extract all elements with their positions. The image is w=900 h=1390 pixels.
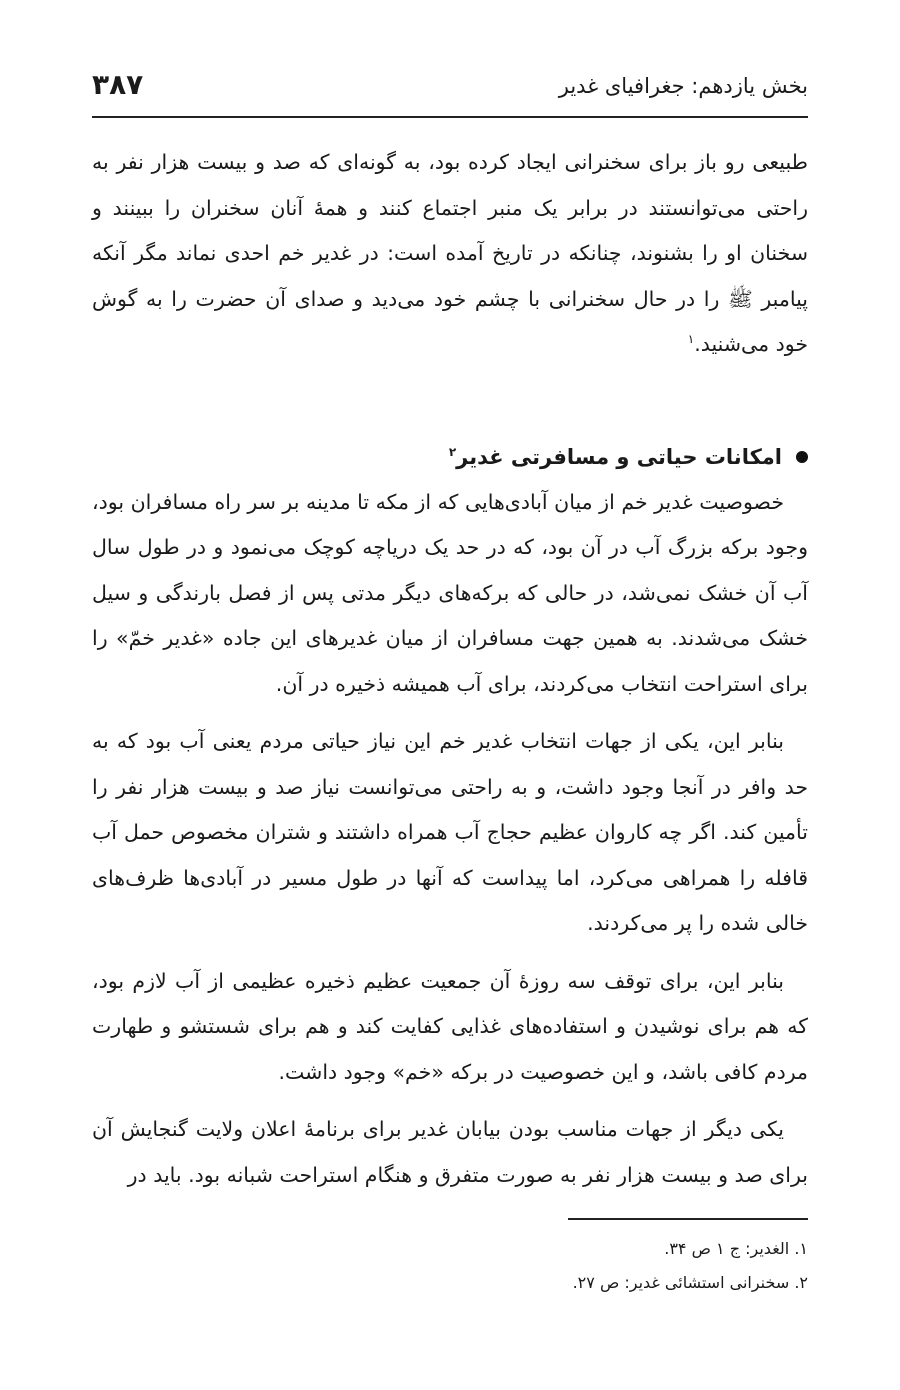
footnote-rule <box>568 1218 808 1220</box>
header-rule <box>92 116 808 118</box>
page-body <box>92 140 808 1198</box>
footnotes <box>92 1232 808 1300</box>
bullet-icon <box>796 451 808 463</box>
paragraph-1-text: طبیعی رو باز برای سخنرانی ایجاد کرده بود، به گونه‌ای که صد و بیست هزار نفر به راحتی می‌توانستند در برابر یک منبر اجتماع کنند و همهٔ آنان سخنران را ببینند و سخنان او را بشنوند، چنانکه در تاریخ آمده است: در غدیر خم احدی نماند مگر آنکه پیامبر ﷺ را در حال سخنرانی با چشم خود می‌دید و صدای آن حضرت را به گوش خود می‌شنید. <box>92 150 808 356</box>
paragraph-2: خصوصیت غدیر خم از میان آبادی‌هایی که از مکه تا مدینه بر سر راه مسافران بود، وجود برکه بزرگ آب در آن بود، که در حد یک دریاچه کوچک می‌نمود و در طول سال آب آن خشک نمی‌شد، در حالی که برکه‌های دیگر مدتی پس از فصل بارندگی و سیل خشک می‌شدند. به همین جهت مسافران از میان غدیرهای این جاده «غدیر خمّ» را برای استراحت انتخاب می‌کردند، برای آب همیشه ذخیره در آن. <box>92 489 808 696</box>
paragraph-3: بنابر این، یکی از جهات انتخاب غدیر خم این نیاز حیاتی مردم یعنی آب بود که به حد وافر در آنجا وجود داشت، و به راحتی می‌توانست نیاز صد و بیست هزار نفر را تأمین کند. اگر چه کاروان عظیم حجاج آب همراه داشتند و شتران مخصوص حمل آب قافله را همراهی می‌کرد، اما پیداست که آنها در طول مسیر در آبادی‌ها ظرف‌های خالی شده را پر می‌کردند. <box>92 729 808 935</box>
section-heading <box>92 434 808 480</box>
footnote-2: ۲. سخنرانی استشائی غدیر: ص ۲۷. <box>572 1273 808 1292</box>
section-heading-text: امکانات حیاتی و مسافرتی غدیر <box>456 444 782 469</box>
footnote-ref-1: ۱ <box>687 332 695 347</box>
page-header <box>92 62 808 118</box>
page-number: ۳۸۷ <box>92 68 144 101</box>
chapter-title: بخش یازدهم: جغرافیای غدیر <box>558 74 808 98</box>
paragraph-gap <box>92 1095 808 1107</box>
paragraph-gap <box>92 707 808 719</box>
footnote-ref-2: ۲ <box>448 444 457 459</box>
paragraph-5: یکی دیگر از جهات مناسب بودن بیابان غدیر برای برنامهٔ اعلان ولایت گنجایش آن برای صد و بیست هزار نفر به صورت متفرق و هنگام استراحت شبانه بود. باید در <box>92 1117 808 1187</box>
paragraph-1 <box>92 140 808 368</box>
paragraph-4: بنابر این، برای توقف سه روزهٔ آن جمعیت عظیم ذخیره عظیمی از آب لازم بود، که هم برای نوشیدن و استفاده‌های غذایی کفایت کند و هم برای شستشو و طهارت مردم کافی باشد، و این خصوصیت در برکه «خم» وجود داشت. <box>92 968 808 1084</box>
paragraph-gap <box>92 947 808 959</box>
footnote-1: ۱. الغدیر: ج ۱ ص ۳۴. <box>664 1239 808 1258</box>
